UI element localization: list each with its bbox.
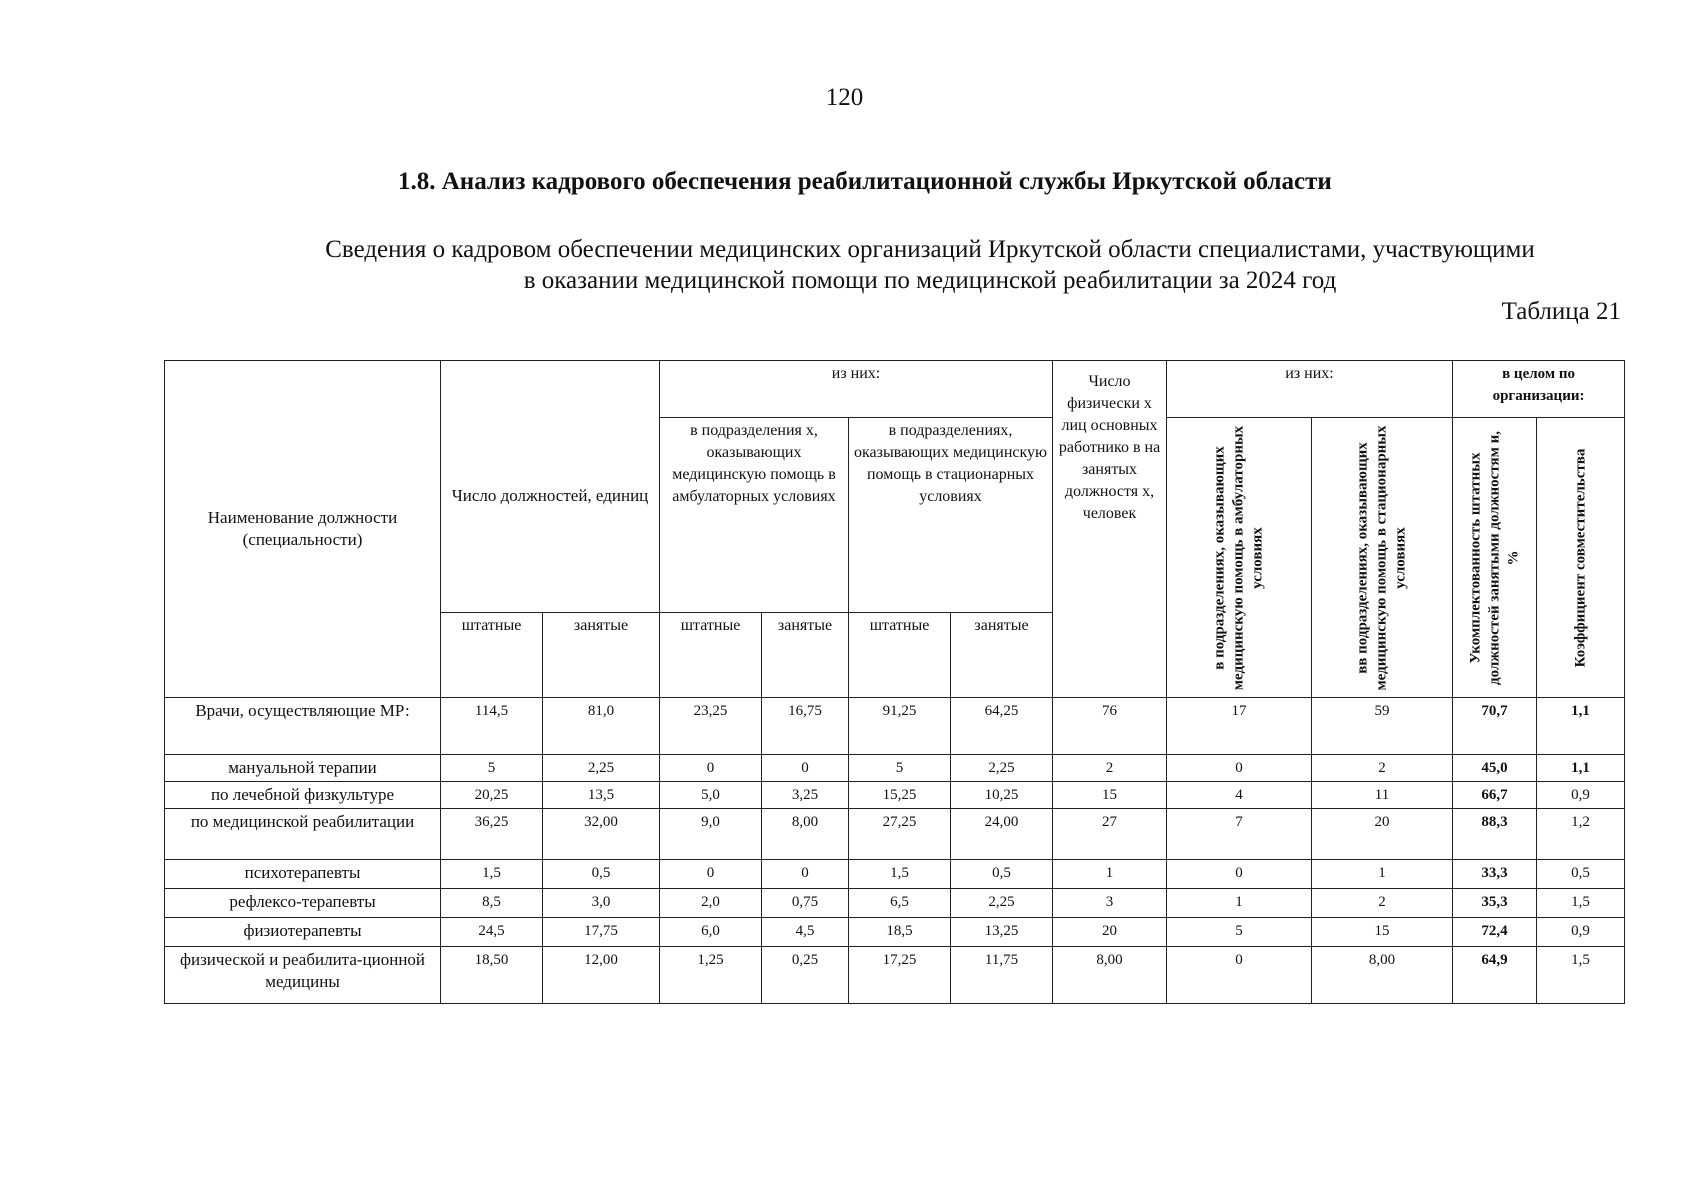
cell: 2,25 (543, 755, 660, 782)
cell: 2,25 (951, 889, 1053, 918)
cell: 45,0 (1453, 755, 1537, 782)
header-stationary: в подразделениях, оказывающих медицинскую помощь в стационарных условиях (849, 418, 1053, 613)
cell: 1 (1312, 860, 1453, 889)
cell: 20,25 (441, 782, 543, 809)
cell: 15,25 (849, 782, 951, 809)
table-row (165, 860, 1625, 889)
table-row (165, 782, 1625, 809)
cell: 5 (849, 755, 951, 782)
header-occupied-ambulatory: занятые (762, 613, 849, 698)
page-number: 120 (825, 84, 864, 111)
cell: 0 (1167, 755, 1312, 782)
cell: 1,25 (660, 947, 762, 1004)
header-physical-persons: Число физически х лиц основных работнико в на занятых должностя х, человек (1053, 361, 1167, 698)
cell: 1,5 (1537, 889, 1625, 918)
cell: 12,00 (543, 947, 660, 1004)
cell: 3,25 (762, 782, 849, 809)
header-staff-total: штатные (441, 613, 543, 698)
header-coefficient-text: Коэффициент совместительства (1572, 448, 1589, 667)
cell: 76 (1053, 698, 1167, 755)
row-name: физической и реабилита-ционной медицины (165, 947, 441, 1004)
row-name: по медицинской реабилитации (165, 809, 441, 860)
cell: 0 (1167, 860, 1312, 889)
cell: 27,25 (849, 809, 951, 860)
cell: 1 (1053, 860, 1167, 889)
cell: 35,3 (1453, 889, 1537, 918)
header-staffing (1453, 418, 1537, 698)
cell: 72,4 (1453, 918, 1537, 947)
cell: 0 (660, 860, 762, 889)
cell: 24,00 (951, 809, 1053, 860)
row-name: мануальной терапии (165, 755, 441, 782)
cell: 0 (762, 755, 849, 782)
cell: 2,0 (660, 889, 762, 918)
header-occupied-stationary: занятые (951, 613, 1053, 698)
cell: 17 (1167, 698, 1312, 755)
header-of-them: из них: (660, 361, 1053, 418)
table-subtitle (240, 234, 1620, 296)
cell: 1,2 (1537, 809, 1625, 860)
cell: 91,25 (849, 698, 951, 755)
row-name: по лечебной физкультуре (165, 782, 441, 809)
cell: 20 (1053, 918, 1167, 947)
cell: 59 (1312, 698, 1453, 755)
cell: 64,9 (1453, 947, 1537, 1004)
cell: 16,75 (762, 698, 849, 755)
cell: 32,00 (543, 809, 660, 860)
row-name: рефлексо-терапевты (165, 889, 441, 918)
table-row (165, 698, 1625, 755)
cell: 114,5 (441, 698, 543, 755)
cell: 1,1 (1537, 698, 1625, 755)
cell: 8,5 (441, 889, 543, 918)
cell: 0,9 (1537, 782, 1625, 809)
cell: 66,7 (1453, 782, 1537, 809)
cell: 6,0 (660, 918, 762, 947)
cell: 0 (762, 860, 849, 889)
header-phys-ambulatory (1167, 418, 1312, 698)
cell: 15 (1312, 918, 1453, 947)
cell: 2,25 (951, 755, 1053, 782)
cell: 18,5 (849, 918, 951, 947)
cell: 6,5 (849, 889, 951, 918)
header-phys-ambulatory-text: в подразделениях, оказывающих медицинскую помощь в амбулаторных условиях (1211, 425, 1266, 690)
cell: 0,5 (1537, 860, 1625, 889)
cell: 0 (1167, 947, 1312, 1004)
cell: 8,00 (762, 809, 849, 860)
table-row (165, 809, 1625, 860)
cell: 5 (441, 755, 543, 782)
cell: 11,75 (951, 947, 1053, 1004)
cell: 24,5 (441, 918, 543, 947)
cell: 0 (660, 755, 762, 782)
header-phys-stationary (1312, 418, 1453, 698)
cell: 0,9 (1537, 918, 1625, 947)
header-row-1 (165, 361, 1625, 418)
cell: 4 (1167, 782, 1312, 809)
table-row (165, 918, 1625, 947)
cell: 17,25 (849, 947, 951, 1004)
cell: 20 (1312, 809, 1453, 860)
cell: 1,5 (441, 860, 543, 889)
header-positions: Число должностей, единиц (441, 361, 660, 613)
cell: 18,50 (441, 947, 543, 1004)
header-name: Наименование должности (специальности) (165, 361, 441, 698)
cell: 1 (1167, 889, 1312, 918)
header-phys-stationary-text: вв подразделениях, оказывающих медицинскую помощь в стационарных условиях (1354, 424, 1409, 691)
cell: 88,3 (1453, 809, 1537, 860)
header-of-them-2: из них: (1167, 361, 1453, 418)
cell: 0,5 (543, 860, 660, 889)
header-occupied-total: занятые (543, 613, 660, 698)
header-staff-ambulatory: штатные (660, 613, 762, 698)
cell: 2 (1312, 889, 1453, 918)
cell: 11 (1312, 782, 1453, 809)
cell: 7 (1167, 809, 1312, 860)
subtitle-line-2: в оказании медицинской помощи по медицинской реабилитации за 2024 год (523, 267, 1337, 294)
header-in-whole: в целом по организации: (1453, 361, 1625, 418)
cell: 0,75 (762, 889, 849, 918)
cell: 64,25 (951, 698, 1053, 755)
row-name: физиотерапевты (165, 918, 441, 947)
header-staff-stationary: штатные (849, 613, 951, 698)
section-title: 1.8. Анализ кадрового обеспечения реабилитационной службы Иркутской области (398, 168, 1332, 195)
staffing-table (164, 360, 1625, 1004)
cell: 1,5 (1537, 947, 1625, 1004)
cell: 70,7 (1453, 698, 1537, 755)
cell: 81,0 (543, 698, 660, 755)
cell: 8,00 (1312, 947, 1453, 1004)
cell: 33,3 (1453, 860, 1537, 889)
cell: 0,5 (951, 860, 1053, 889)
row-name: Врачи, осуществляющие МР: (165, 698, 441, 755)
cell: 4,5 (762, 918, 849, 947)
cell: 36,25 (441, 809, 543, 860)
cell: 1,5 (849, 860, 951, 889)
cell: 17,75 (543, 918, 660, 947)
header-staffing-text: Укомплектованность штатных должностей занятыми должностям и, % (1467, 430, 1522, 685)
subtitle-line-1: Сведения о кадровом обеспечении медицинских организаций Иркутской области специалистами, участвующими (325, 236, 1535, 263)
cell: 9,0 (660, 809, 762, 860)
cell: 10,25 (951, 782, 1053, 809)
cell: 15 (1053, 782, 1167, 809)
cell: 27 (1053, 809, 1167, 860)
header-ambulatory: в подразделения х, оказывающих медицинскую помощь в амбулаторных условиях (660, 418, 849, 613)
table-row (165, 947, 1625, 1004)
cell: 13,5 (543, 782, 660, 809)
cell: 0,25 (762, 947, 849, 1004)
cell: 3 (1053, 889, 1167, 918)
cell: 2 (1053, 755, 1167, 782)
cell: 1,1 (1537, 755, 1625, 782)
cell: 23,25 (660, 698, 762, 755)
row-name: психотерапевты (165, 860, 441, 889)
header-coefficient (1537, 418, 1625, 698)
cell: 2 (1312, 755, 1453, 782)
cell: 3,0 (543, 889, 660, 918)
table-row (165, 755, 1625, 782)
cell: 5 (1167, 918, 1312, 947)
table-label: Таблица 21 (1501, 298, 1621, 325)
table-row (165, 889, 1625, 918)
cell: 13,25 (951, 918, 1053, 947)
cell: 8,00 (1053, 947, 1167, 1004)
cell: 5,0 (660, 782, 762, 809)
